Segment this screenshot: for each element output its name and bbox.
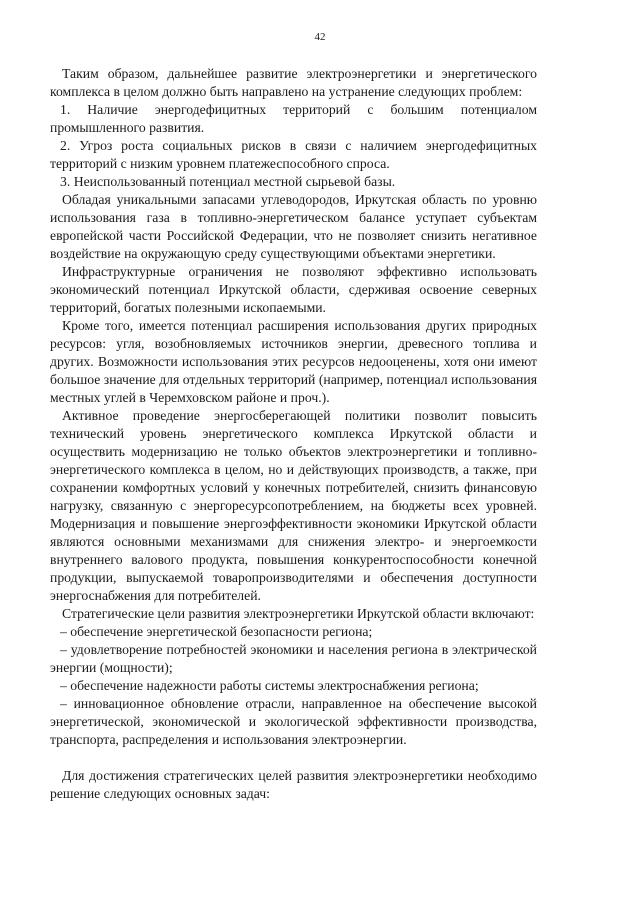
paragraph-energy-saving: Активное проведение энергосберегающей политики позволит повысить технический уровень энергетического комплекса Иркутской области и осуществить модернизацию не только объектов электроэнергетики и топливно-энергетического комплекса в целом, но и действующих производств, а также, при сохранении комфортных условий у конечных потребителей, снизить финансовую нагрузку, связанную с энергоресурсопотреблением, на бюджеты всех уровней. Модернизация и повышение энергоэффективности экономики Иркутской области являются основными механизмами для снижения электро- и энергоемкости внутреннего валового продукта, повышения конкурентоспособности конечной продукции, выпускаемой товаропроизводителями и обеспечения доступности энергоснабжения для потребителей. [50,408,537,603]
problem-item-2: 2. Угроз роста социальных рисков в связи с наличием энергодефицитных территорий с низким уровнем платежеспособного спроса. [50,138,537,171]
paragraph-intro: Таким образом, дальнейшее развитие электроэнергетики и энергетического комплекса в целом должно быть направлено на устранение следующих проблем: [50,66,537,99]
paragraph-resources: Кроме того, имеется потенциал расширения использования других природных ресурсов: угля, возобновляемых источников энергии, древесного топлива и других. Возможности использования этих ресурсов недооценены, хотя они имеют большое значение для отдельных территорий (например, потенциал использования местных углей в Черемховском районе и проч.). [50,318,537,405]
goal-item-1: – обеспечение энергетической безопасности региона; [60,624,373,639]
goal-item-4: – инновационное обновление отрасли, направленное на обеспечение высокой энергетической, экономической и экологической эффективности производства, транспорта, распределения и использования электроэнергии. [50,696,537,747]
page-number: 42 [314,31,326,43]
paragraph-tasks-intro: Для достижения стратегических целей развития электроэнергетики необходимо решение следующих основных задач: [50,768,537,801]
goal-item-2: – удовлетворение потребностей экономики и населения региона в электрической энергии (мощности); [50,642,537,675]
paragraph-goals-intro: Стратегические цели развития электроэнергетики Иркутской области включают: [62,606,535,621]
problem-item-3: 3. Неиспользованный потенциал местной сырьевой базы. [60,174,396,189]
paragraph-hydrocarbons: Обладая уникальными запасами углеводородов, Иркутская область по уровню использования газа в топливно-энергетическом балансе уступает субъектам европейской части Российской Федерации, что не позволяет снизить негативное воздействие на окружающую среду существующими объектами энергетики. [50,192,537,261]
document-body [50,65,537,803]
problem-item-1: 1. Наличие энергодефицитных территорий с большим потенциалом промышленного развития. [50,102,537,135]
paragraph-infrastructure: Инфраструктурные ограничения не позволяют эффективно использовать экономический потенциал Иркутской области, сдерживая освоение северных территорий, богатых полезными ископаемыми. [50,264,537,315]
goal-item-3: – обеспечение надежности работы системы электроснабжения региона; [60,678,479,693]
